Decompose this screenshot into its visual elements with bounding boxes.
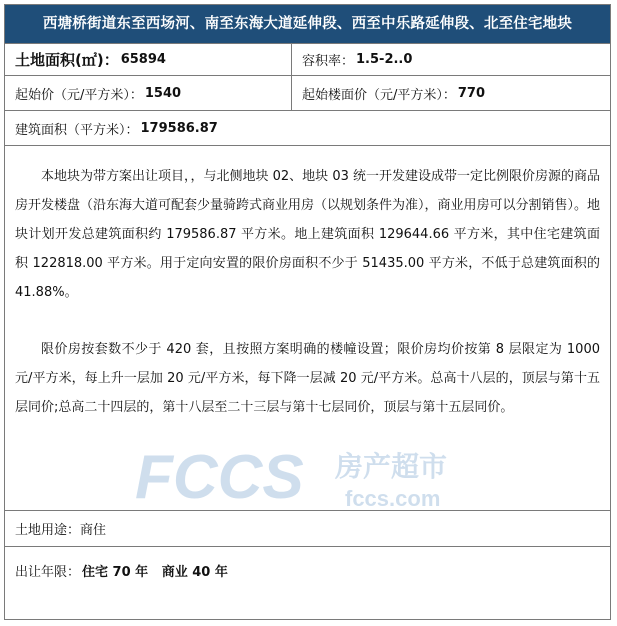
watermark-brand: FCCS: [135, 443, 304, 512]
build-area-label: 建筑面积（平方米）：: [15, 122, 139, 138]
floor-price-label: 起始楼面价（元/平方米）：: [302, 87, 456, 103]
price-row: [5, 75, 610, 110]
land-area-cell: [5, 44, 292, 75]
description-block: [5, 146, 610, 422]
plot-title: 西塘桥街道东至西场河、南至东海大道延伸段、西至中乐路延伸段、北至住宅地块: [5, 5, 610, 43]
watermark-cn: 房产超市: [335, 450, 448, 483]
land-area-value: 65894: [120, 52, 166, 67]
watermark-domain: fccs.com: [345, 486, 441, 511]
area-row: [5, 43, 610, 75]
land-area-label: 土地面积(㎡)：: [15, 51, 119, 69]
description-row: [5, 145, 610, 510]
far-label: 容积率：: [302, 54, 355, 69]
land-use-value: 商住: [80, 523, 107, 538]
term-value: 住宅 70 年 商业 40 年: [82, 565, 228, 580]
use-row: [5, 510, 610, 546]
build-area-row: [5, 110, 610, 145]
start-price-value: 1540: [144, 85, 182, 101]
build-area-value: 179586.87: [140, 120, 218, 136]
floor-price-cell: [292, 76, 610, 110]
start-price-label: 起始价（元/平方米）：: [15, 87, 143, 103]
far-cell: [292, 44, 610, 75]
description-paragraph-2: 限价房按套数不少于 420 套，且按照方案明确的楼幢设置；限价房均价按第 8 层限定为 1000 元/平方米，每上升一层加 20 元/平方米，每下降一层减 20 元/平方米。总高十八层的，顶层与第十五层同价;总高二十四层的，第十八层至二十三层与第十七层同价，顶层与第十五层同价。: [15, 342, 600, 415]
description-paragraph-1: 本地块为带方案出让项目，，与北侧地块 02、地块 03 统一开发建设成带一定比例限价房源的商品房开发楼盘（沿东海大道可配套少量骑跨式商业用房（以规划条件为准），商业用房可以分割销售）。地块计划开发总建筑面积约 179586.87 平方米。地上建筑面积 129644.66 平方米，其中住宅建筑面积 122818.00 平方米。用于定向安置的限价房面积不少于 51435.00 平方米，不低于总建筑面积的 41.88%。: [15, 169, 601, 300]
build-area-cell: [5, 111, 610, 145]
land-use-cell: [5, 511, 610, 546]
term-cell: [5, 547, 610, 619]
term-row: [5, 546, 610, 619]
term-label: 出让年限：: [15, 565, 81, 580]
land-info-card: [4, 4, 611, 620]
land-use-label: 土地用途：: [15, 523, 81, 538]
start-price-cell: [5, 76, 292, 110]
far-value: 1.5-2..0: [356, 52, 413, 67]
floor-price-value: 770: [457, 85, 486, 101]
